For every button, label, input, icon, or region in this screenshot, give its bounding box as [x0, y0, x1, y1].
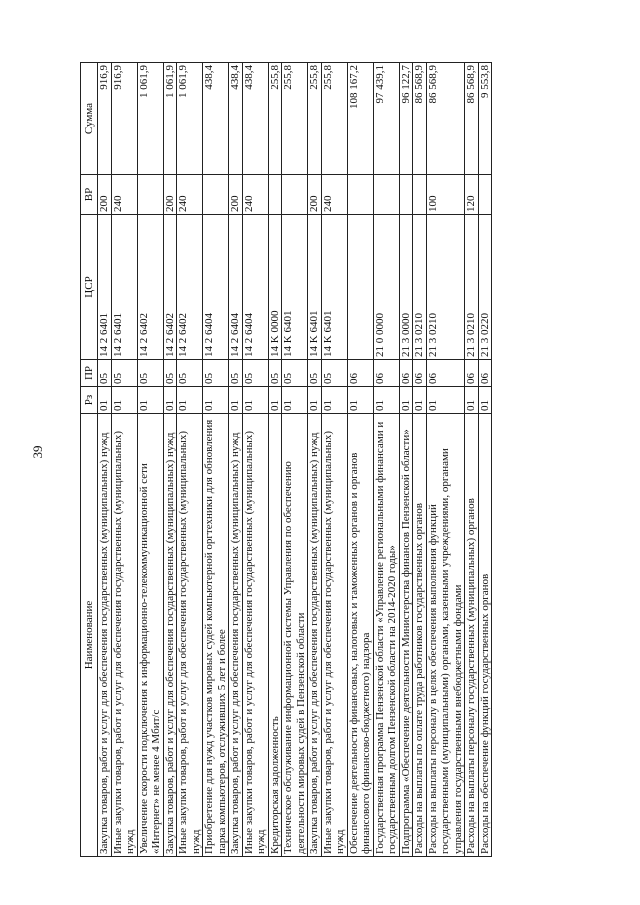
cell-rz: 01 [347, 387, 373, 414]
cell-vr [282, 175, 308, 215]
cell-rz: 01 [465, 387, 479, 414]
table-row [478, 63, 492, 857]
cell-vr [268, 175, 282, 215]
cell-csr: 21 0 0000 [373, 215, 399, 360]
cell-sum: 1 061,9 [137, 63, 163, 175]
table-row [373, 63, 399, 857]
cell-sum: 86 568,9 [465, 63, 479, 175]
cell-rz: 01 [111, 387, 137, 414]
cell-pr: 06 [373, 360, 399, 387]
cell-csr: 14 2 6401 [111, 215, 137, 360]
cell-name: Закупка товаров, работ и услуг для обеспечения государственных (муниципальных) нужд [163, 414, 177, 857]
budget-table-rotated [80, 63, 552, 857]
cell-name: Закупка товаров, работ и услуг для обеспечения государственных (муниципальных) нужд [98, 414, 112, 857]
table-row [282, 63, 308, 857]
cell-vr: 200 [163, 175, 177, 215]
cell-name: Закупка товаров, работ и услуг для обеспечения государственных (муниципальных) нужд [308, 414, 322, 857]
cell-pr: 05 [268, 360, 282, 387]
cell-pr: 05 [163, 360, 177, 387]
cell-sum: 1 061,9 [177, 63, 203, 175]
table-row [137, 63, 163, 857]
cell-pr: 05 [203, 360, 229, 387]
cell-sum: 916,9 [111, 63, 137, 175]
cell-pr: 06 [478, 360, 492, 387]
cell-csr: 14 K 0000 [268, 215, 282, 360]
table-row [413, 63, 427, 857]
cell-vr [373, 175, 399, 215]
cell-sum: 255,8 [308, 63, 322, 175]
cell-csr: 14 K 6401 [308, 215, 322, 360]
cell-vr: 240 [111, 175, 137, 215]
cell-vr [203, 175, 229, 215]
table-row [163, 63, 177, 857]
cell-sum: 97 439,1 [373, 63, 399, 175]
cell-vr [347, 175, 373, 215]
cell-vr [413, 175, 427, 215]
cell-rz: 01 [413, 387, 427, 414]
cell-vr: 200 [229, 175, 243, 215]
cell-csr: 14 K 6401 [321, 215, 347, 360]
cell-rz: 01 [399, 387, 413, 414]
header-sum: Сумма [81, 63, 98, 175]
cell-rz: 01 [137, 387, 163, 414]
cell-name: Иные закупки товаров, работ и услуг для обеспечения государственных (муниципальных) нужд [321, 414, 347, 857]
cell-sum: 9 553,8 [478, 63, 492, 175]
page-number: 39 [30, 445, 45, 459]
cell-rz: 01 [229, 387, 243, 414]
cell-sum: 86 568,9 [426, 63, 465, 175]
header-pr: ПР [81, 360, 98, 387]
cell-name: Закупка товаров, работ и услуг для обеспечения государственных (муниципальных) нужд [229, 414, 243, 857]
table-row [268, 63, 282, 857]
table-row [242, 63, 268, 857]
cell-rz: 01 [282, 387, 308, 414]
cell-rz: 01 [203, 387, 229, 414]
cell-sum: 438,4 [242, 63, 268, 175]
cell-csr: 21 3 0000 [399, 215, 413, 360]
table-row [177, 63, 203, 857]
table-row [321, 63, 347, 857]
cell-csr: 14 2 6404 [242, 215, 268, 360]
cell-rz: 01 [177, 387, 203, 414]
table-row [229, 63, 243, 857]
cell-vr: 200 [308, 175, 322, 215]
cell-vr: 240 [321, 175, 347, 215]
table-row [465, 63, 479, 857]
cell-name: Увеличение скорости подключения к информационно-телекоммуникационной сети «Интернет» не менее 4 Мбит/с [137, 414, 163, 857]
cell-name: Подпрограмма «Обеспечение деятельности Министерства финансов Пензенской области» [399, 414, 413, 857]
cell-sum: 438,4 [203, 63, 229, 175]
cell-csr: 14 2 6402 [163, 215, 177, 360]
budget-table [80, 62, 492, 857]
cell-pr: 05 [111, 360, 137, 387]
cell-pr: 05 [321, 360, 347, 387]
cell-rz: 01 [163, 387, 177, 414]
cell-csr: 21 3 0210 [426, 215, 465, 360]
cell-rz: 01 [426, 387, 465, 414]
cell-rz: 01 [308, 387, 322, 414]
cell-rz: 01 [321, 387, 347, 414]
cell-rz: 01 [268, 387, 282, 414]
cell-name: Обеспечение деятельности финансовых, налоговых и таможенных органов и органов финансового (финансово-бюджетного) надзора [347, 414, 373, 857]
cell-sum: 255,8 [282, 63, 308, 175]
header-csr: ЦСР [81, 215, 98, 360]
cell-csr: 14 2 6401 [98, 215, 112, 360]
cell-sum: 86 568,9 [413, 63, 427, 175]
cell-name: Иные закупки товаров, работ и услуг для обеспечения государственных (муниципальных) нужд [242, 414, 268, 857]
cell-pr: 05 [229, 360, 243, 387]
cell-name: Иные закупки товаров, работ и услуг для обеспечения государственных (муниципальных) нужд [177, 414, 203, 857]
header-vr: ВР [81, 175, 98, 215]
table-row [111, 63, 137, 857]
cell-name: Расходы на выплаты по оплате труда работников государственных органов [413, 414, 427, 857]
cell-pr: 05 [308, 360, 322, 387]
cell-sum: 255,8 [268, 63, 282, 175]
cell-pr: 05 [282, 360, 308, 387]
cell-csr [347, 215, 373, 360]
table-row [98, 63, 112, 857]
table-row [308, 63, 322, 857]
cell-rz: 01 [242, 387, 268, 414]
cell-pr: 06 [399, 360, 413, 387]
cell-sum: 1 061,9 [163, 63, 177, 175]
cell-csr: 14 2 6402 [177, 215, 203, 360]
cell-name: Расходы на выплаты персоналу в целях обеспечения выполнения функций государственными (муниципальными) органами, казенными учреждениями, органами управления государственными внебюджетными фондами [426, 414, 465, 857]
cell-vr [399, 175, 413, 215]
cell-rz: 01 [373, 387, 399, 414]
cell-vr [137, 175, 163, 215]
table-row [203, 63, 229, 857]
cell-pr: 05 [177, 360, 203, 387]
cell-pr: 06 [465, 360, 479, 387]
cell-pr: 05 [98, 360, 112, 387]
table-row [426, 63, 465, 857]
cell-name: Расходы на выплаты персоналу государственных (муниципальных) органов [465, 414, 479, 857]
cell-pr: 06 [347, 360, 373, 387]
cell-name: Иные закупки товаров, работ и услуг для обеспечения государственных (муниципальных) нужд [111, 414, 137, 857]
cell-csr: 21 3 0210 [413, 215, 427, 360]
cell-vr: 100 [426, 175, 465, 215]
header-rz: Рз [81, 387, 98, 414]
cell-name: Государственная программа Пензенской области «Управление региональными финансами и государственным долгом Пензенской области на 2014-2020 годы» [373, 414, 399, 857]
cell-csr: 14 2 6404 [203, 215, 229, 360]
cell-csr: 14 2 6402 [137, 215, 163, 360]
table-row [399, 63, 413, 857]
cell-vr [478, 175, 492, 215]
cell-sum: 108 167,2 [347, 63, 373, 175]
cell-vr: 240 [177, 175, 203, 215]
cell-pr: 05 [137, 360, 163, 387]
cell-sum: 255,8 [321, 63, 347, 175]
cell-name: Кредиторская задолженность [268, 414, 282, 857]
cell-pr: 05 [242, 360, 268, 387]
cell-vr: 240 [242, 175, 268, 215]
cell-sum: 96 122,7 [399, 63, 413, 175]
table-row [347, 63, 373, 857]
cell-vr: 120 [465, 175, 479, 215]
cell-name: Техническое обслуживание информационной системы Управления по обеспечению деятельности мировых судей в Пензенской области [282, 414, 308, 857]
table-header-row [81, 63, 98, 857]
cell-pr: 06 [426, 360, 465, 387]
cell-name: Расходы на обеспечение функций государственных органов [478, 414, 492, 857]
cell-csr: 21 3 0210 [465, 215, 479, 360]
cell-csr: 14 2 6404 [229, 215, 243, 360]
cell-vr: 200 [98, 175, 112, 215]
cell-sum: 916,9 [98, 63, 112, 175]
cell-sum: 438,4 [229, 63, 243, 175]
cell-name: Приобретение для нужд участков мировых судей компьютерной оргтехники для обновления парка компьютеров, отслуживших 5 лет и более [203, 414, 229, 857]
cell-csr: 21 3 0220 [478, 215, 492, 360]
header-name: Наименование [81, 414, 98, 857]
cell-rz: 01 [478, 387, 492, 414]
cell-rz: 01 [98, 387, 112, 414]
cell-csr: 14 K 6401 [282, 215, 308, 360]
cell-pr: 06 [413, 360, 427, 387]
